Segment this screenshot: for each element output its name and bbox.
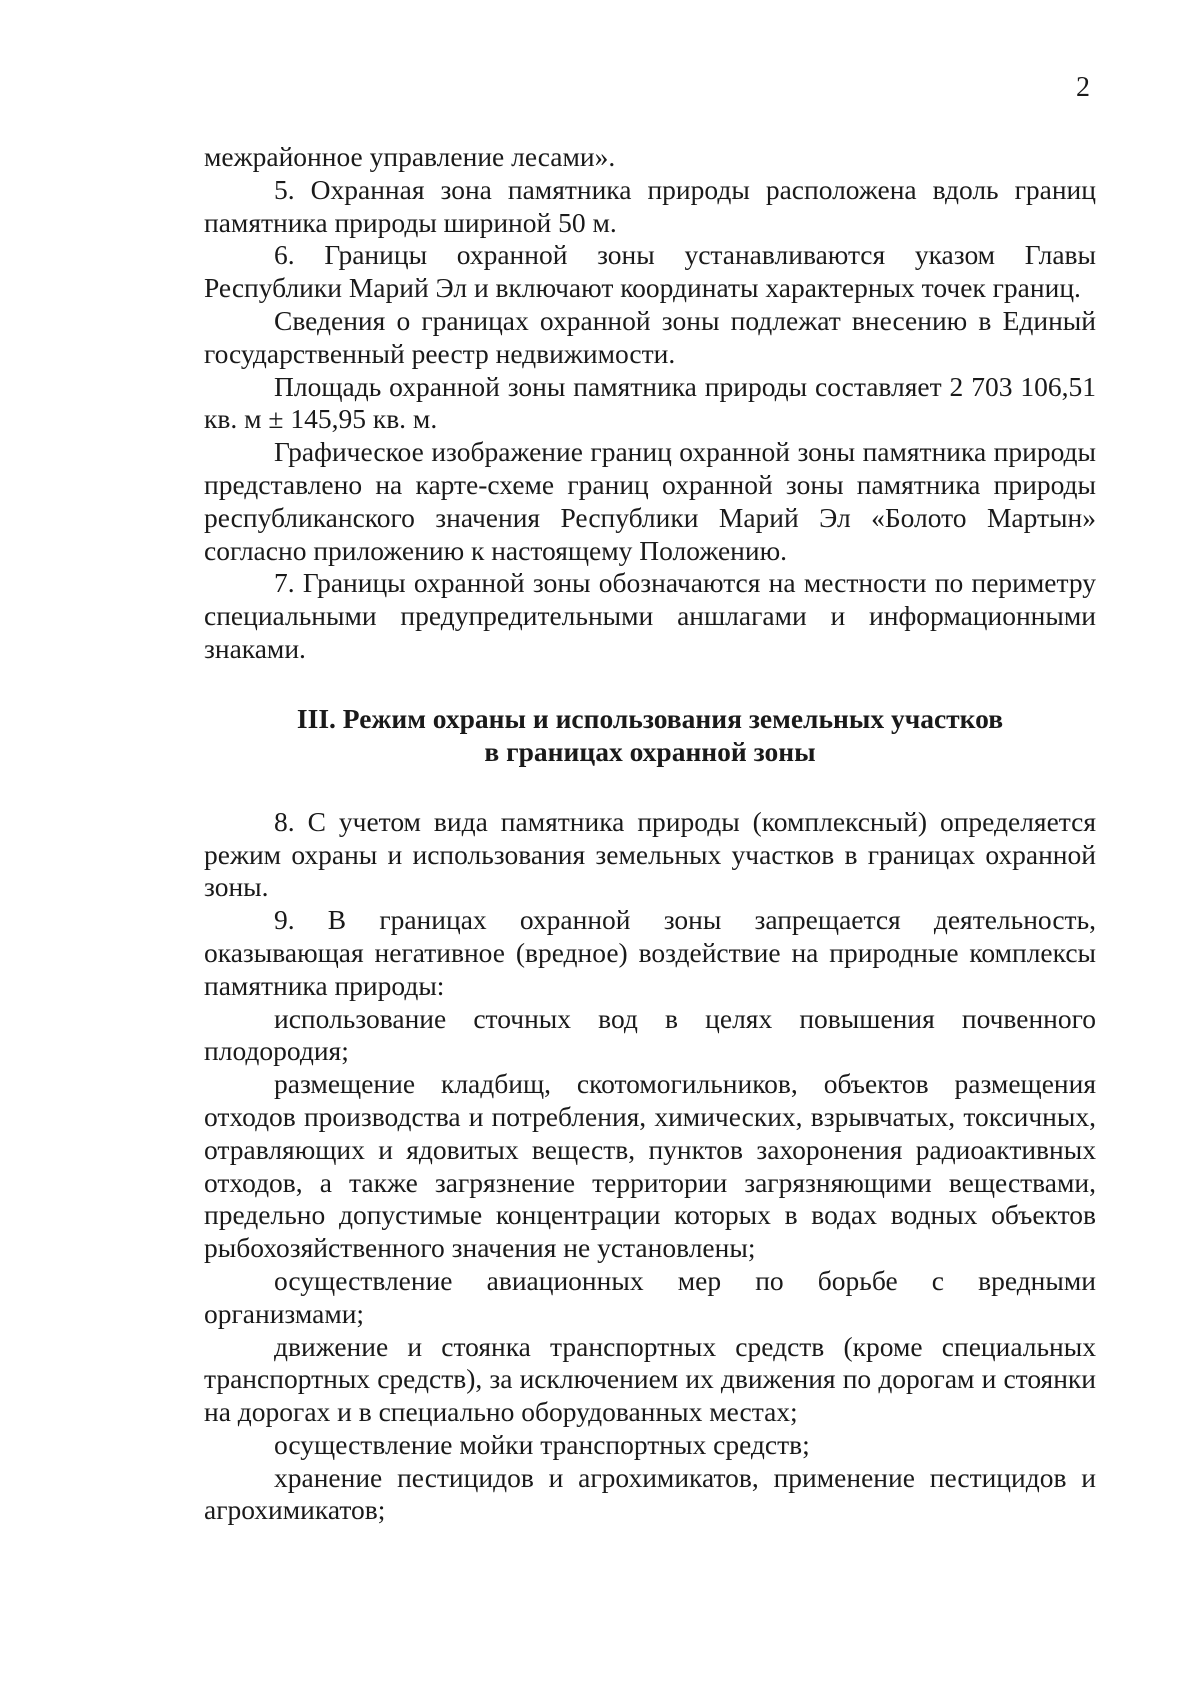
paragraph: 5. Охранная зона памятника природы расположена вдоль границ памятника природы шириной 50 м. <box>204 173 1096 238</box>
paragraph: размещение кладбищ, скотомогильников, объектов размещения отходов производства и потребления, химических, взрывчатых, токсичных, отравляющих и ядовитых веществ, пунктов захоронения радиоактивных отходов, а также загрязнение территории загрязняющими веществами, предельно допустимые концентрации которых в водах водных объектов рыбохозяйственного значения не установлены; <box>204 1068 1096 1264</box>
paragraph: осуществление мойки транспортных средств; <box>274 1428 810 1460</box>
section-heading-line: в границах охранной зоны <box>484 735 816 767</box>
page-number: 2 <box>1076 72 1090 103</box>
document-body <box>204 141 1096 1527</box>
section-heading <box>204 702 1096 768</box>
paragraph: хранение пестицидов и агрохимикатов, применение пестицидов и агрохимикатов; <box>204 1461 1096 1526</box>
paragraph: Площадь охранной зоны памятника природы составляет 2 703 106,51 кв. м ± 145,95 кв. м. <box>204 370 1096 435</box>
paragraph: использование сточных вод в целях повышения почвенного плодородия; <box>204 1002 1096 1067</box>
section-heading-line: III. Режим охраны и использования земельных участков <box>296 702 1004 734</box>
paragraph: 9. В границах охранной зоны запрещается деятельность, оказывающая негативное (вредное) воздействие на природные комплексы памятника природы: <box>204 904 1096 1001</box>
paragraph: 8. С учетом вида памятника природы (комплексный) определяется режим охраны и использования земельных участков в границах охранной зоны. <box>204 805 1096 903</box>
paragraph: Графическое изображение границ охранной зоны памятника природы представлено на карте-схеме границ охранной зоны памятника природы республиканского значения Республики Марий Эл «Болото Мартын» согласно приложению к настоящему Положению. <box>204 436 1096 566</box>
paragraph: межрайонное управление лесами». <box>204 141 616 172</box>
paragraph: 6. Границы охранной зоны устанавливаются указом Главы Республики Марий Эл и включают координаты характерных точек границ. <box>204 239 1096 304</box>
paragraph: 7. Границы охранной зоны обозначаются на местности по периметру специальными предупредительными аншлагами и информационными знаками. <box>204 567 1096 664</box>
paragraph: движение и стоянка транспортных средств (кроме специальных транспортных средств), за исключением их движения по дорогам и стоянки на дорогах и в специально оборудованных местах; <box>204 1330 1096 1428</box>
paragraph: осуществление авиационных мер по борьбе с вредными организмами; <box>204 1264 1096 1329</box>
paragraph: Сведения о границах охранной зоны подлежат внесению в Единый государственный реестр недвижимости. <box>204 304 1096 369</box>
